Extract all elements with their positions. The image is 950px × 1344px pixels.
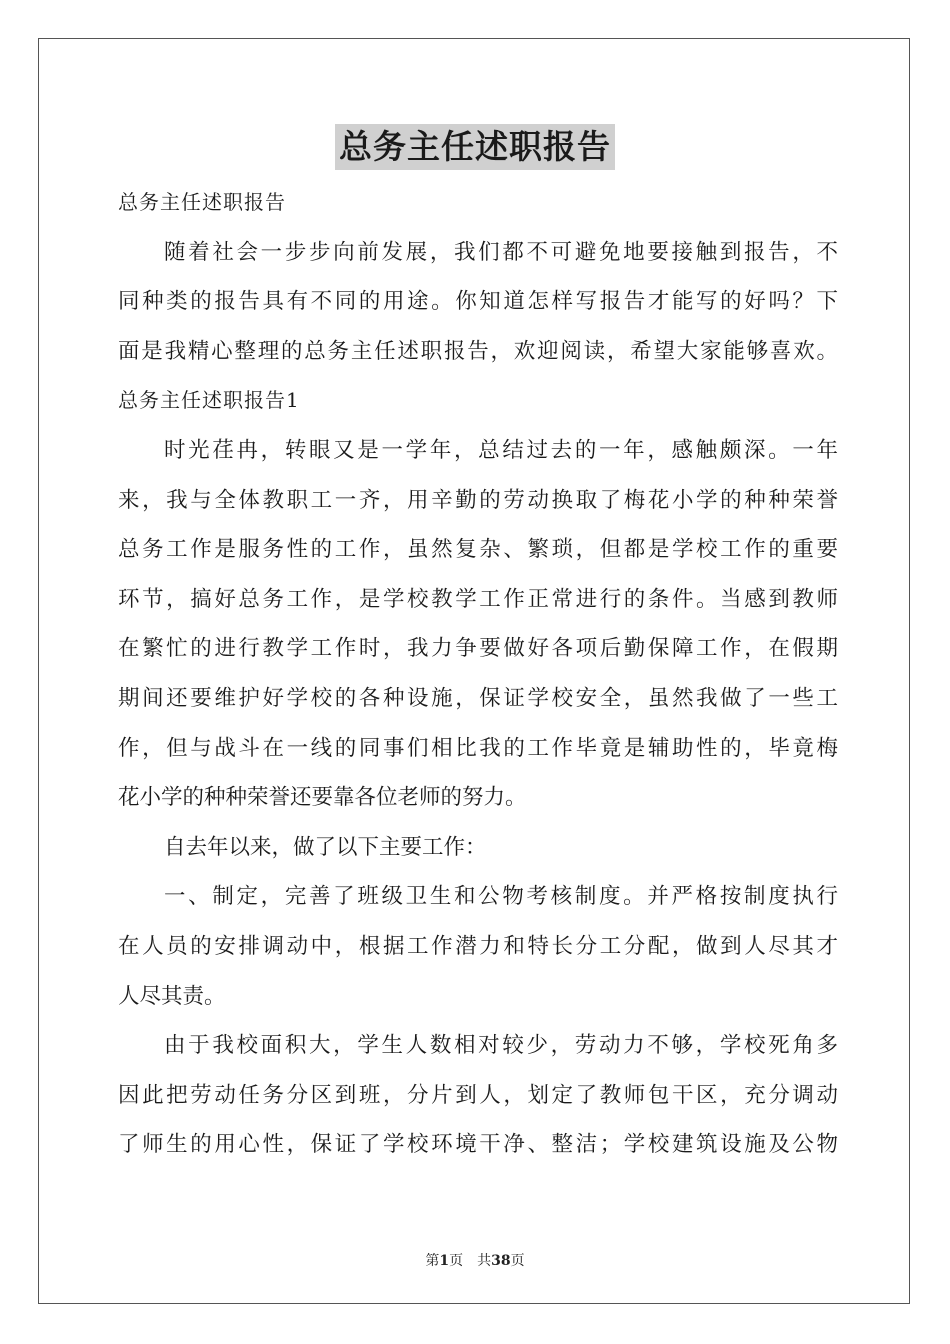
paragraph-line: 由于我校面积大，学生人数相对较少，劳动力不够，学校死角多 (164, 1033, 838, 1059)
page-suffix: 页 (510, 1253, 525, 1269)
page-mid: 页 共 (449, 1253, 492, 1269)
document-title: 总务主任述职报告 (335, 124, 615, 170)
paragraph-line: 在繁忙的进行教学工作时，我力争要做好各项后勤保障工作，在假期 (118, 636, 838, 662)
paragraph-line: 一、制定，完善了班级卫生和公物考核制度。并严格按制度执行 (164, 884, 838, 910)
paragraph-line: 人尽其责。 (118, 983, 226, 1009)
paragraph-line: 了师生的用心性，保证了学校环境干净、整洁；学校建筑设施及公物 (118, 1132, 838, 1158)
paragraph-line: 面是我精心整理的总务主任述职报告，欢迎阅读，希望大家能够喜欢。 (118, 338, 838, 364)
paragraph-line: 时光荏冉，转眼又是一学年，总结过去的一年，感触颇深。一年 (164, 437, 838, 463)
paragraph-line: 作，但与战斗在一线的同事们相比我的工作毕竟是辅助性的，毕竟梅 (118, 735, 838, 761)
title-container (0, 124, 950, 170)
paragraph-line: 来，我与全体教职工一齐，用辛勤的劳动换取了梅花小学的种种荣誉 (118, 487, 838, 513)
document-body (118, 178, 838, 1170)
paragraph-line: 花小学的种种荣誉还要靠各位老师的努力。 (118, 785, 527, 811)
page-footer (0, 1250, 950, 1270)
paragraph-line: 总务工作是服务性的工作，虽然复杂、繁琐，但都是学校工作的重要 (118, 537, 838, 563)
page-total: 38 (491, 1253, 511, 1269)
paragraph-line: 因此把劳动任务分区到班，分片到人，划定了教师包干区，充分调动 (118, 1082, 838, 1108)
section-heading: 总务主任述职报告 (118, 190, 286, 214)
paragraph-line: 在人员的安排调动中，根据工作潜力和特长分工分配，做到人尽其才 (118, 933, 838, 959)
section-heading: 总务主任述职报告1 (118, 388, 300, 413)
paragraph-line: 随着社会一步步向前发展，我们都不可避免地要接触到报告，不 (164, 239, 838, 265)
paragraph-line: 自去年以来，做了以下主要工作： (164, 834, 487, 860)
paragraph-line: 期间还要维护好学校的各种设施，保证学校安全，虽然我做了一些工 (118, 685, 838, 711)
paragraph-line: 环节，搞好总务工作，是学校教学工作正常进行的条件。当感到教师 (118, 586, 838, 612)
page-prefix: 第 (425, 1253, 440, 1269)
paragraph-line: 同种类的报告具有不同的用途。你知道怎样写报告才能写的好吗？下 (118, 289, 838, 315)
page-current: 1 (439, 1253, 450, 1269)
